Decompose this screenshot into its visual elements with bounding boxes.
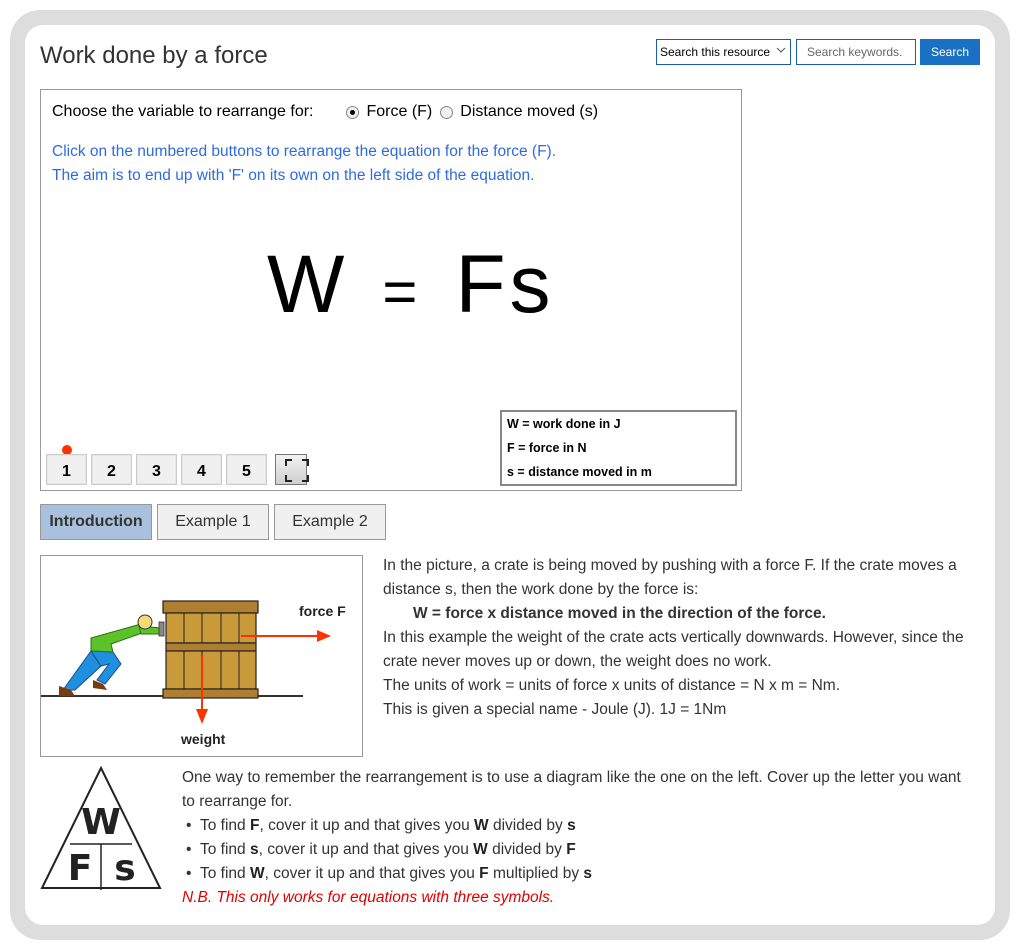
instruction-line: The aim is to end up with 'F' on its own on the left side of the equation.: [52, 167, 535, 184]
legend-item: W = work done in J: [507, 417, 621, 431]
tab-example-1[interactable]: Example 1: [157, 504, 269, 540]
step-button-4[interactable]: 4: [181, 454, 222, 485]
instruction-line: Click on the numbered buttons to rearrange the equation for the force (F).: [52, 143, 557, 160]
triangle-explanation: [182, 766, 972, 910]
radio-unchecked-icon[interactable]: [440, 106, 453, 119]
formula-triangle: [40, 766, 162, 890]
variable-legend: [500, 410, 737, 486]
equation-equals: =: [382, 258, 418, 325]
step-button-2[interactable]: 2: [91, 454, 132, 485]
force-label: force F: [299, 603, 346, 619]
choose-label: Choose the variable to rearrange for:: [52, 103, 314, 120]
intro-paragraph: The units of work = units of force x units of distance = N x m = Nm.: [383, 677, 841, 694]
triangle-top-w: W: [81, 802, 121, 843]
radio-force[interactable]: [346, 103, 432, 121]
fullscreen-icon: [282, 456, 312, 485]
radio-force-label: Force (F): [366, 103, 433, 120]
radio-checked-icon[interactable]: [346, 106, 359, 119]
note-text: N.B. This only works for equations with three symbols.: [182, 889, 555, 906]
legend-item: F = force in N: [507, 441, 587, 455]
intro-formula: W = force x distance moved in the direction of the force.: [413, 605, 826, 622]
tab-example-2[interactable]: Example 2: [274, 504, 386, 540]
page-title: Work done by a force: [40, 42, 268, 69]
step-button-5[interactable]: 5: [226, 454, 267, 485]
instructions: [52, 140, 556, 188]
triangle-bottom-f: F: [67, 848, 93, 889]
list-item: • To find s, cover it up and that gives you W divided by F: [186, 841, 576, 858]
triangle-bottom-s: s: [114, 848, 136, 889]
tab-introduction[interactable]: Introduction: [40, 504, 152, 540]
search-scope-value: Search this resource: [660, 45, 771, 59]
equation-display: [267, 238, 551, 332]
step-button-1[interactable]: 1: [46, 454, 87, 485]
list-item: • To find W, cover it up and that gives you F multiplied by s: [186, 865, 593, 882]
weight-label: weight: [181, 731, 226, 747]
search-scope-select[interactable]: [656, 39, 791, 65]
rearrange-list: [182, 814, 972, 886]
introduction-text: [383, 554, 983, 722]
intro-paragraph: This is given a special name - Joule (J). 1J = 1Nm: [383, 701, 727, 718]
crate-push-diagram: [41, 556, 362, 756]
triangle-intro: One way to remember the rearrangement is to use a diagram like the one on the left. Cover up the letter you want to rearrange for.: [182, 769, 961, 810]
equation-lhs: W: [267, 239, 345, 330]
list-item: • To find F, cover it up and that gives you W divided by s: [186, 817, 576, 834]
intro-paragraph: In the picture, a crate is being moved by pushing with a force F. If the crate moves a distance s, then the work done by the force is:: [383, 557, 957, 598]
variable-chooser: [52, 103, 606, 121]
radio-distance-label: Distance moved (s): [460, 103, 599, 120]
fullscreen-button[interactable]: [275, 454, 307, 485]
search-button[interactable]: Search: [920, 39, 980, 65]
crate-illustration: [40, 555, 363, 757]
chevron-down-icon: [776, 45, 786, 55]
search-input[interactable]: [796, 39, 916, 65]
equation-rhs-s: s: [509, 239, 551, 330]
equation-rearranger: [40, 89, 742, 491]
equation-rhs-f: F: [455, 239, 506, 330]
radio-distance[interactable]: [440, 103, 598, 121]
step-button-3[interactable]: 3: [136, 454, 177, 485]
intro-paragraph: In this example the weight of the crate acts vertically downwards. However, since the crate never moves up or down, the weight does no work.: [383, 629, 964, 670]
tab-bar: [40, 504, 391, 540]
legend-item: s = distance moved in m: [507, 465, 652, 479]
